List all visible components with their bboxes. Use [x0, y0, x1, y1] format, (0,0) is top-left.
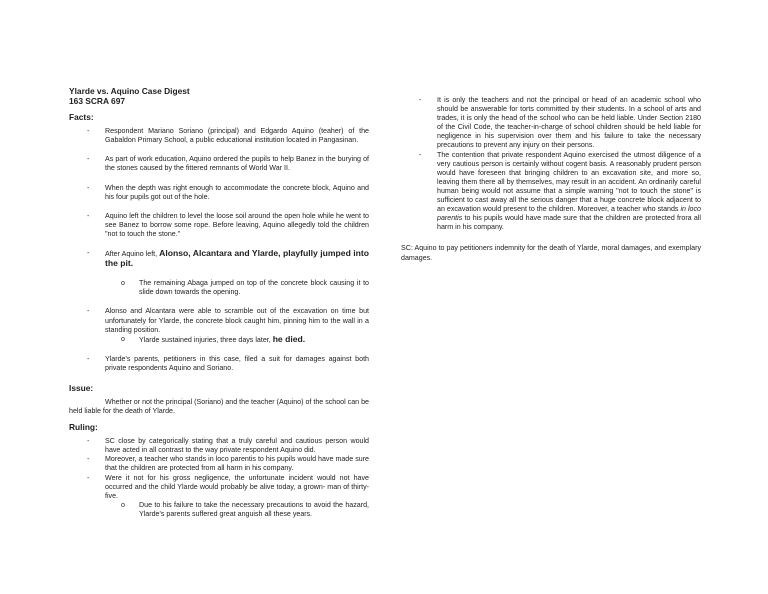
latin-term: in loco parentis: [437, 205, 701, 223]
case-citation: 163 SCRA 697: [69, 95, 126, 106]
right-column: [401, 96, 701, 263]
fact-subtext: The remaining Abaga jumped on top of the concrete block causing it to slide down towards the opening.: [139, 279, 369, 297]
dash-bullet: -: [87, 127, 90, 136]
case-title: Ylarde vs. Aquino Case Digest: [69, 86, 190, 96]
fact-text: Ylarde's parents, petitioners in this case, filed a suit for damages against both private respondents Aquino and Soriano.: [105, 354, 369, 372]
ruling-text: Were it not for his gross negligence, the unfortunate incident would not have occurred and the child Ylarde would probably be alive today, a grown- man of thirty-five.: [105, 473, 369, 500]
fact-text: After Aquino left,: [105, 250, 160, 259]
dash-bullet: -: [419, 150, 422, 159]
circle-bullet: o: [121, 500, 125, 509]
fact-text: As part of work education, Aquino ordered the pupils to help Banez in the burying of the stones caused by the fittered remnants of World War II.: [105, 155, 369, 173]
conclusion-text: SC: Aquino to pay petitioners indemnity for the death of Ylarde, moral damages, and exemplary damages.: [401, 244, 701, 262]
fact-subitem: [69, 335, 369, 345]
fact-text: When the depth was right enough to accommodate the concrete block, Aquino and his four pupils got out of the hole.: [105, 183, 369, 201]
fact-item: [69, 249, 369, 269]
dash-bullet: -: [419, 96, 422, 104]
fact-text: Respondent Mariano Soriano (principal) and Edgardo Aquino (teaher) of the Gabaldon Primary School, a public educational institution located in Pangasinan.: [105, 127, 369, 145]
fact-subitem: [69, 279, 369, 297]
facts-heading: Facts:: [69, 112, 94, 123]
circle-bullet: o: [121, 279, 125, 288]
dash-bullet: -: [87, 155, 90, 164]
ruling-item: [69, 437, 369, 455]
fact-item: [69, 307, 369, 334]
dash-bullet: -: [87, 437, 90, 446]
ruling-text: SC close by categorically stating that a truly careful and cautious person would have acted in all contrast to the way private respondent Aquino did.: [105, 437, 369, 455]
ruling-item: [401, 151, 701, 233]
fact-text: Aquino left the children to level the loose soil around the open hole while he went to see Banez to borrow some rope. Before leaving, Aquino allegedly told the children "not to touch the stone.": [105, 211, 369, 238]
left-column: [69, 87, 369, 519]
ruling-item: [69, 474, 369, 501]
fact-item: [69, 184, 369, 202]
dash-bullet: -: [87, 354, 90, 363]
ruling-text: The contention that private respondent Aquino exercised the utmost diligence of a very cautious person is certainly without cogent basis. A reasonably prudent person would have foreseen that bringing children to an excavation site, and more so, leaving them there all by themselves, may result in an accident. An ordinarily careful human being would not assume that a simple warning "not to touch the stone" is sufficient to cast away all the serious danger that a huge concrete block adjacent to an excavation would present to the children. Moreover, a teacher who stands: [437, 150, 701, 214]
issue-heading: Issue:: [69, 382, 94, 393]
dash-bullet: -: [87, 307, 90, 316]
ruling-subtext: Due to his failure to take the necessary precautions to avoid the hazard, Ylarde's parents suffered great anguish all these years.: [139, 500, 369, 518]
ruling-subitem: [69, 501, 369, 519]
dash-bullet: -: [87, 249, 90, 258]
ruling-text: It is only the teachers and not the principal or head of an academic school who should be answerable for torts committed by their students. In a school of arts and trades, it is only the head of the school who can be held liable. Under Section 2180 of the Civil Code, the teacher-in-charge of school children should be held liable for negligence in his supervision over them and his failure to take the necessary precautions to prevent any injury on their persons.: [437, 96, 701, 150]
dash-bullet: -: [87, 183, 90, 192]
ruling-text: to his pupils would have made sure that the children are protected frora all harm in his company.: [437, 214, 701, 232]
ruling-heading: Ruling:: [69, 422, 98, 433]
dash-bullet: -: [87, 211, 90, 220]
fact-text: Alonso and Alcantara were able to scramble out of the excavation on time but unfortunately for Ylarde, the concrete block caught him, pinning him to the wall in a standing position.: [105, 307, 369, 334]
fact-item: [69, 212, 369, 239]
fact-subtext: Ylarde sustained injuries, three days later,: [139, 335, 273, 344]
fact-item: [69, 355, 369, 373]
fact-item: [69, 155, 369, 173]
fact-emphasis: Alonso, Alcantara and Ylarde, playfully jumped into the pit.: [105, 248, 369, 269]
fact-item: [69, 127, 369, 145]
fact-emphasis: he died.: [272, 333, 306, 344]
issue-text: Whether or not the principal (Soriano) and the teacher (Aquino) of the school can be held liable for the death of Ylarde.: [69, 397, 369, 416]
dash-bullet: -: [87, 473, 90, 482]
circle-bullet: o: [121, 334, 125, 343]
ruling-item: [69, 455, 369, 473]
ruling-text: Moreover, a teacher who stands in loco parentis to his pupils would have made sure that the children are protected from all harm in his company.: [105, 455, 369, 473]
ruling-item: [401, 96, 701, 151]
dash-bullet: -: [87, 455, 90, 464]
